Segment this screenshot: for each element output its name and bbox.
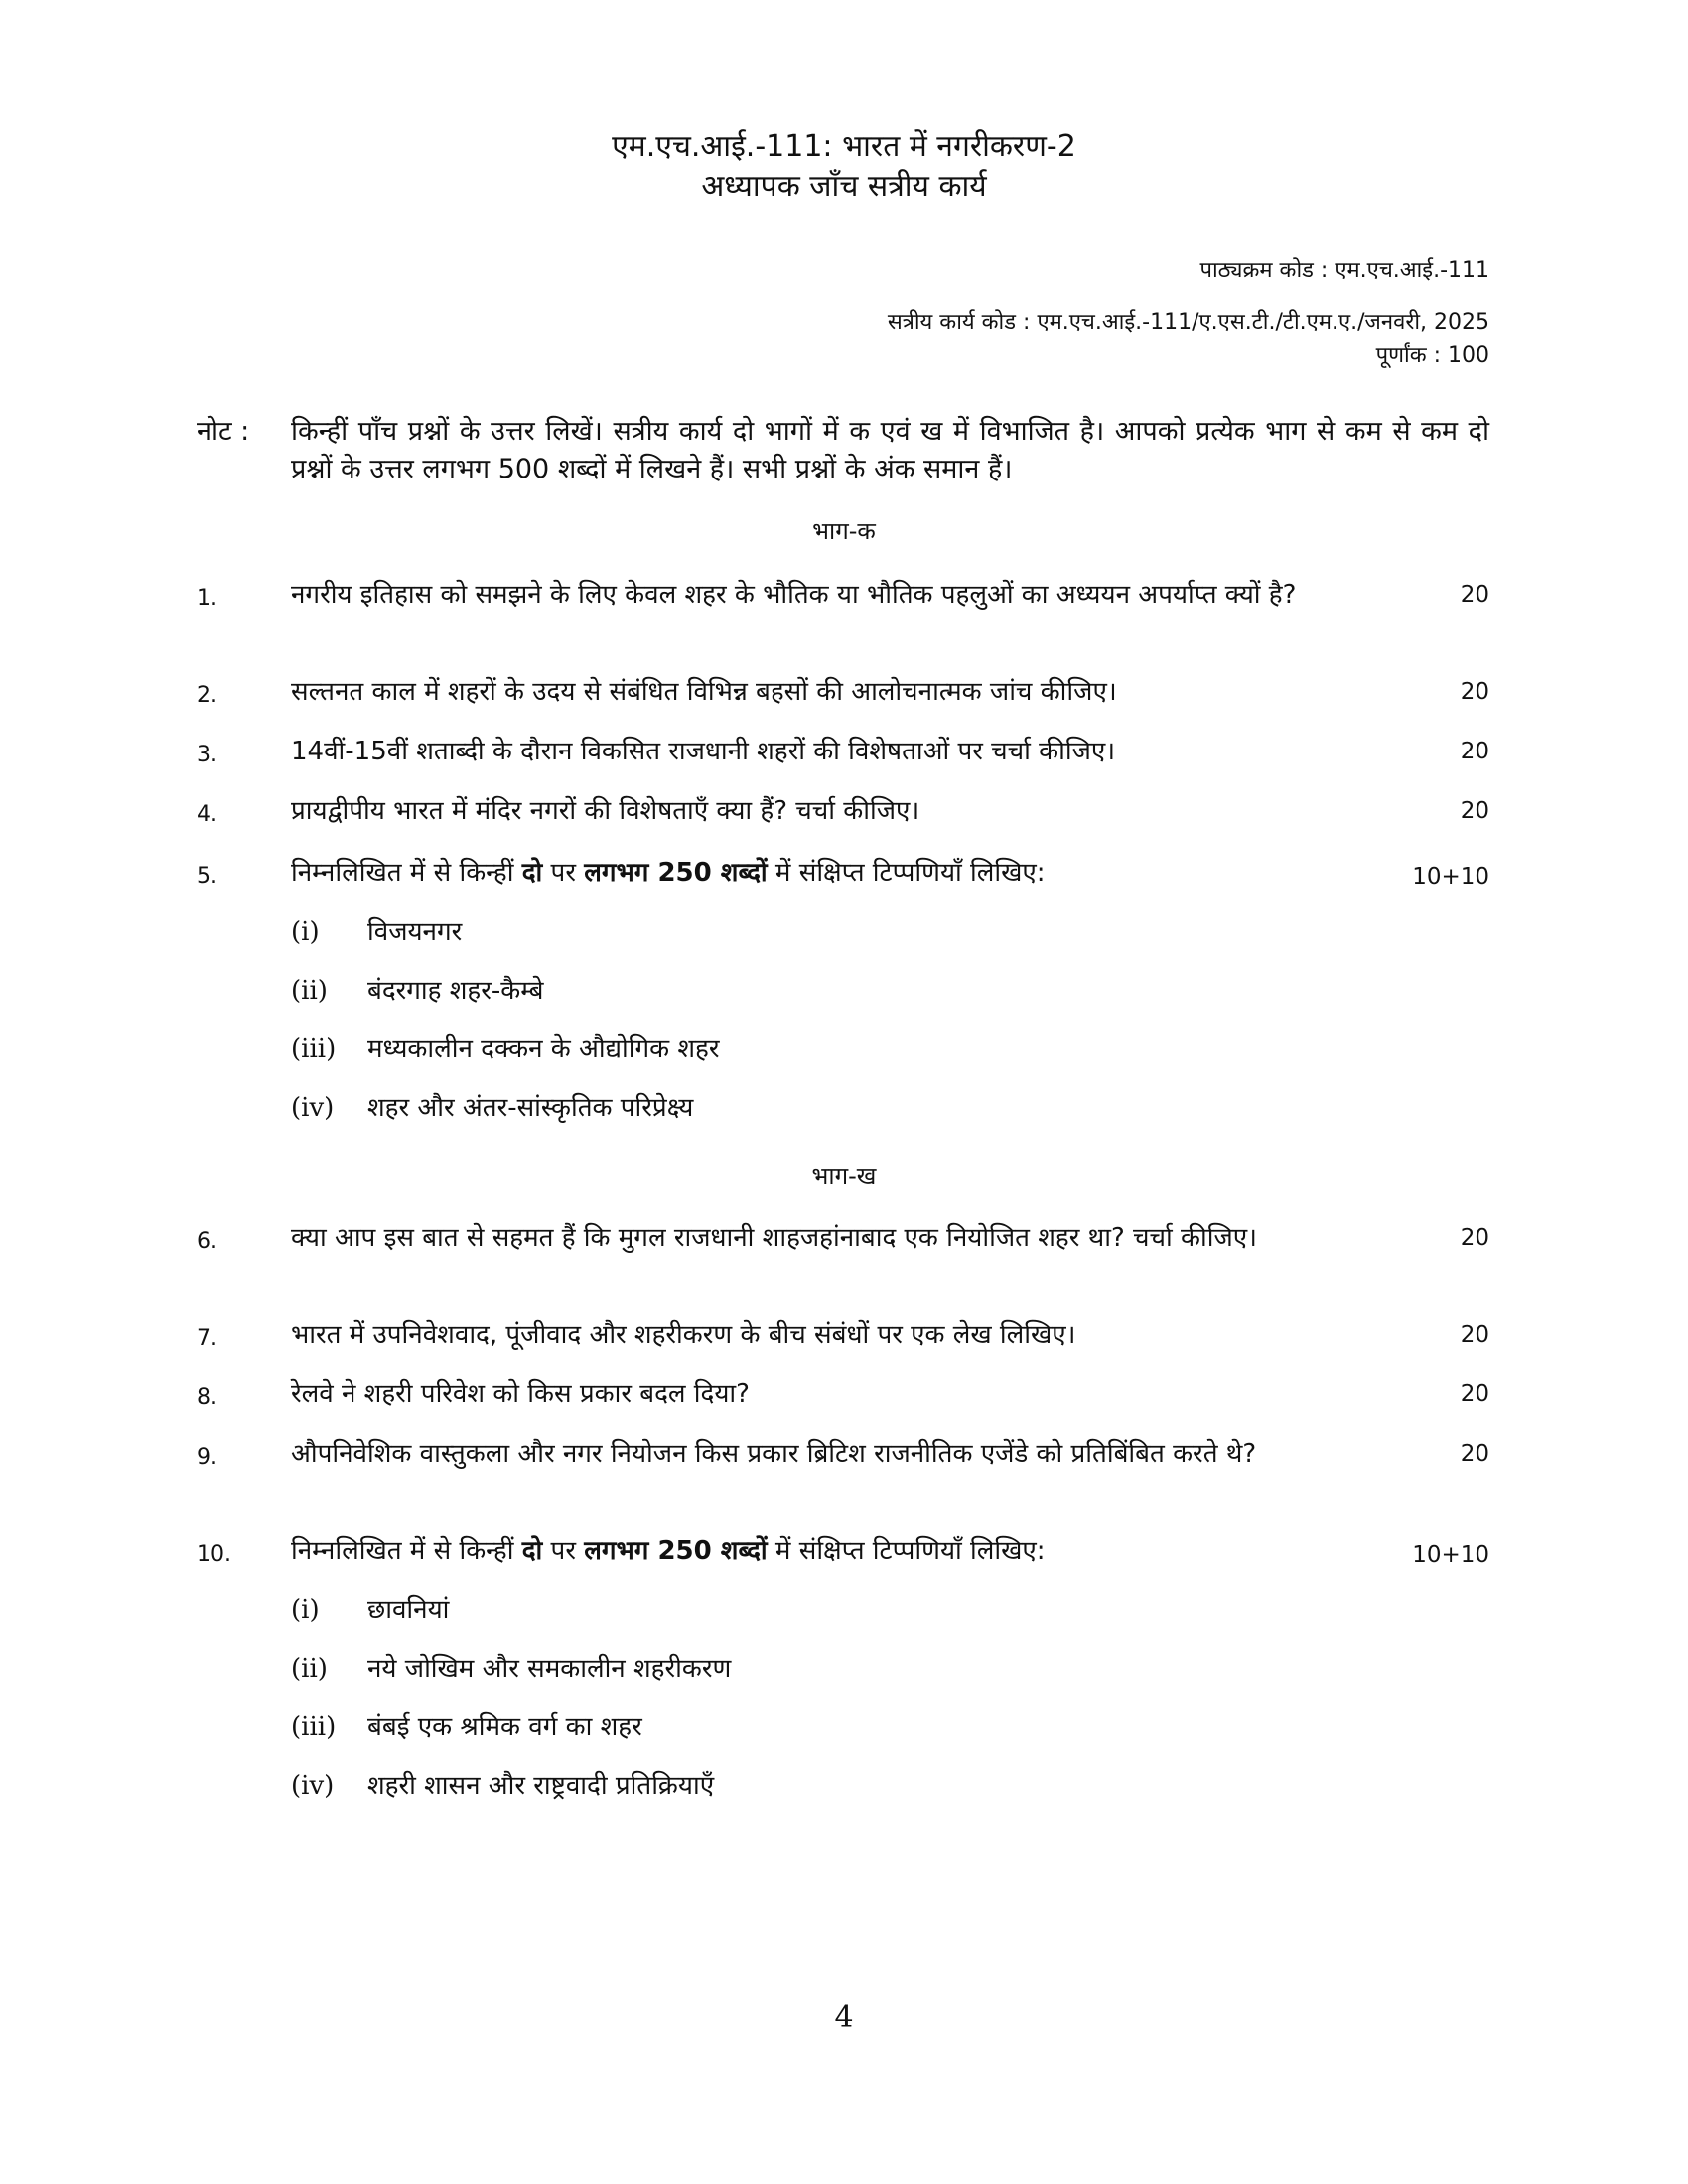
sub-item-text: शहरी शासन और राष्ट्रवादी प्रतिक्रियाएँ (367, 1771, 715, 1801)
course-code-value: एम.एच.आई.-111 (1335, 258, 1489, 283)
question-number: 5. (197, 864, 217, 888)
assignment-code-line (397, 308, 1489, 338)
question-text-bold: लगभग 250 शब्दों (584, 858, 768, 887)
sub-item-numeral: (iii) (291, 1034, 337, 1064)
sub-item-numeral: (ii) (291, 976, 328, 1006)
question-number: 2. (197, 683, 217, 708)
question-marks: 20 (1460, 679, 1489, 705)
sub-item-numeral: (i) (291, 1595, 320, 1625)
question-text: क्या आप इस बात से सहमत हैं कि मुगल राजधानी शाहजहांनाबाद एक नियोजित शहर था? चर्चा कीजिए। (291, 1223, 1257, 1253)
sub-item (291, 1768, 1383, 1804)
question-marks: 20 (1460, 1381, 1489, 1407)
max-marks-value: 100 (1448, 343, 1489, 368)
assignment-code-value: एम.एच.आई.-111/ए.एस.टी./टी.एम.ए./जनवरी, 2025 (1037, 310, 1489, 335)
question-number: 4. (197, 802, 217, 827)
max-marks-separator: : (1426, 343, 1448, 368)
question-number: 9. (197, 1445, 217, 1470)
question-5 (197, 854, 1489, 891)
question-10 (197, 1532, 1489, 1570)
sub-item (291, 914, 1383, 950)
sub-item (291, 1651, 1383, 1687)
question-text-part: पर (542, 858, 585, 887)
course-code-separator: : (1313, 258, 1336, 283)
sub-item (291, 1031, 1383, 1067)
question-number: 6. (197, 1229, 217, 1254)
max-marks-label: पूर्णांक (1375, 343, 1427, 368)
question-text-bold: दो (521, 1536, 543, 1566)
question-number: 1. (197, 586, 217, 611)
question-text: प्रायद्वीपीय भारत में मंदिर नगरों की विशेषताएँ क्या हैं? चर्चा कीजिए। (291, 796, 920, 826)
sub-item-text: शहर और अंतर-सांस्कृतिक परिप्रेक्ष्य (367, 1093, 694, 1123)
sub-item (291, 1090, 1383, 1126)
question-text-part: में संक्षिप्त टिप्पणियाँ लिखिए: (767, 1536, 1046, 1566)
question-marks: 20 (1460, 1441, 1489, 1467)
question-6 (197, 1219, 1489, 1257)
course-title: एम.एच.आई.-111: भारत में नगरीकरण-2 (612, 129, 1076, 164)
question-marks: 20 (1460, 582, 1489, 608)
question-text: 14वीं-15वीं शताब्दी के दौरान विकसित राजधानी शहरों की विशेषताओं पर चर्चा कीजिए। (291, 737, 1116, 766)
sub-item (291, 973, 1383, 1009)
question-text-part: पर (542, 1536, 585, 1566)
question-marks: 10+10 (1412, 864, 1489, 889)
sub-item-numeral: (iv) (291, 1093, 335, 1123)
question-text (291, 1532, 1390, 1570)
section-b-heading: भाग-ख (811, 1162, 877, 1190)
question-marks: 20 (1460, 798, 1489, 824)
question-text-bold: दो (521, 858, 543, 887)
note-label: नोट : (197, 416, 250, 447)
course-code-line (397, 256, 1489, 286)
sub-item-text: विजयनगर (367, 917, 463, 947)
sub-item-numeral: (ii) (291, 1654, 328, 1684)
question-1 (197, 576, 1489, 614)
question-7 (197, 1316, 1489, 1354)
sub-item-numeral: (i) (291, 917, 320, 947)
question-marks: 20 (1460, 1225, 1489, 1251)
question-number: 3. (197, 743, 217, 767)
sub-item-text: नये जोखिम और समकालीन शहरीकरण (367, 1654, 732, 1684)
sub-item-text: छावनियां (367, 1595, 450, 1625)
note-text: किन्हीं पाँच प्रश्नों के उत्तर लिखें। सत्रीय कार्य दो भागों में क एवं ख में विभाजित है। आपको प्रत्येक भाग से कम से कम दो प्रश्नों के उत्तर लगभग 500 शब्दों में लिखने हैं। सभी प्रश्नों के अंक समान हैं। (291, 416, 1489, 484)
assignment-code-separator: : (1016, 310, 1038, 335)
question-marks: 10+10 (1412, 1542, 1489, 1568)
page-number: 4 (834, 2000, 854, 2035)
assignment-code-label: सत्रीय कार्य कोड (887, 310, 1017, 335)
sub-item-numeral: (iv) (291, 1771, 335, 1801)
question-2 (197, 673, 1489, 711)
sub-item (291, 1709, 1383, 1745)
course-code-label: पाठ्यक्रम कोड (1199, 258, 1314, 283)
question-text-bold: लगभग 250 शब्दों (584, 1536, 768, 1566)
question-marks: 20 (1460, 739, 1489, 764)
question-text: रेलवे ने शहरी परिवेश को किस प्रकार बदल दिया? (291, 1379, 750, 1409)
sub-item-numeral: (iii) (291, 1712, 337, 1742)
assignment-subtitle: अध्यापक जाँच सत्रीय कार्य (701, 169, 987, 204)
question-text: भारत में उपनिवेशवाद, पूंजीवाद और शहरीकरण के बीच संबंधों पर एक लेख लिखिए। (291, 1320, 1076, 1350)
question-8 (197, 1375, 1489, 1413)
question-number: 7. (197, 1326, 217, 1351)
question-number: 8. (197, 1385, 217, 1410)
question-text: नगरीय इतिहास को समझने के लिए केवल शहर के भौतिक या भौतिक पहलुओं का अध्ययन अपर्याप्त क्यों है? (291, 580, 1297, 610)
question-text (291, 854, 1390, 891)
question-text-part: निम्नलिखित में से किन्हीं (291, 858, 522, 887)
question-4 (197, 792, 1489, 830)
sub-item-text: बंदरगाह शहर-कैम्बे (367, 976, 544, 1006)
question-text: औपनिवेशिक वास्तुकला और नगर नियोजन किस प्रकार ब्रिटिश राजनीतिक एजेंडे को प्रतिबिंबित करते थे? (291, 1439, 1257, 1469)
title-block (0, 127, 1688, 206)
question-3 (197, 733, 1489, 770)
sub-item-text: मध्यकालीन दक्कन के औद्योगिक शहर (367, 1034, 720, 1064)
question-text-part: निम्नलिखित में से किन्हीं (291, 1536, 522, 1566)
question-number: 10. (197, 1542, 231, 1567)
question-text-part: में संक्षिप्त टिप्पणियाँ लिखिए: (767, 858, 1046, 887)
sub-item (291, 1592, 1383, 1628)
instructions-note (197, 413, 1489, 488)
max-marks-line (397, 341, 1489, 371)
sub-item-text: बंबई एक श्रमिक वर्ग का शहर (367, 1712, 642, 1742)
question-text: सल्तनत काल में शहरों के उदय से संबंधित विभिन्न बहसों की आलोचनात्मक जांच कीजिए। (291, 677, 1117, 707)
question-marks: 20 (1460, 1322, 1489, 1348)
question-9 (197, 1435, 1489, 1473)
section-a-heading: भाग-क (812, 517, 876, 545)
